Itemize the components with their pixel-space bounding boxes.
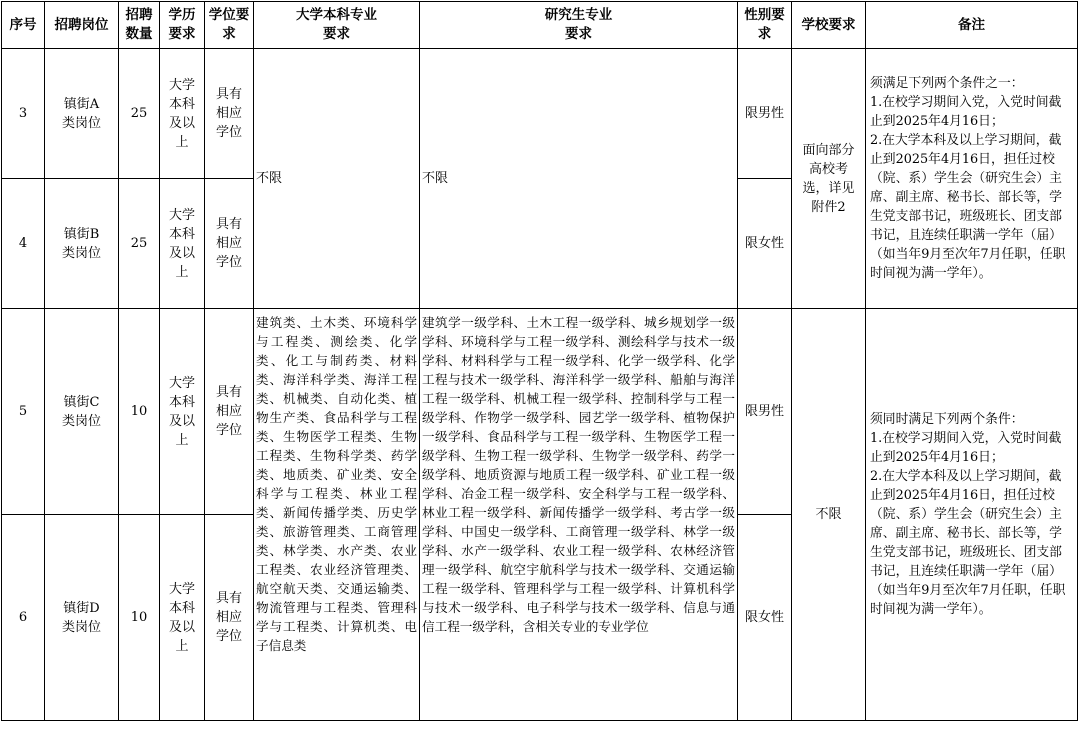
row-post: 镇街C类岗位 (45, 309, 119, 515)
row-edu: 大学本科及以上 (160, 309, 205, 515)
undergrad-any: 不限 (254, 49, 420, 309)
row-edu: 大学本科及以上 (160, 179, 205, 309)
row-count: 10 (119, 309, 160, 515)
row-no: 5 (2, 309, 45, 515)
school-requirement: 面向部分高校考选，详见附件2 (792, 49, 866, 309)
row-gender: 限男性 (738, 49, 792, 179)
row-degree: 具有相应学位 (205, 49, 254, 179)
school-requirement: 不限 (792, 309, 866, 721)
row-count: 25 (119, 49, 160, 179)
row-count: 10 (119, 515, 160, 721)
table-row (2, 49, 1078, 179)
table-row (2, 309, 1078, 515)
grad-majors: 建筑学一级学科、土木工程一级学科、城乡规划学一级学科、环境科学与工程一级学科、测绘科学与技术一级学科、材料科学与工程一级学科、化学一级学科、化学工程与技术一级学科、海洋科学一级学科、船舶与海洋工程一级学科、机械工程一级学科、控制科学与工程一级学科、作物学一级学科、园艺学一级学科、植物保护一级学科、食品科学与工程一级学科、生物医学工程一级学科、生物工程一级学科、生物学一级学科、药学一级学科、地质资源与地质工程一级学科、矿业工程一级学科、冶金工程一级学科、安全科学与工程一级学科、林业工程一级学科、新闻传播学一级学科、考古学一级学科、中国史一级学科、工商管理一级学科、林学一级学科、水产一级学科、农业工程一级学科、农林经济管理一级学科、航空宇航科学与技术一级学科、交通运输工程一级学科、管理科学与工程一级学科、计算机科学与技术一级学科、电子科学与技术一级学科、信息与通信工程一级学科，含相关专业的专业学位 (420, 309, 738, 721)
header-grad: 研究生专业要求 (420, 2, 738, 49)
row-degree: 具有相应学位 (205, 179, 254, 309)
header-row (2, 2, 1078, 49)
header-post: 招聘岗位 (45, 2, 119, 49)
row-edu: 大学本科及以上 (160, 515, 205, 721)
row-no: 6 (2, 515, 45, 721)
row-count: 25 (119, 179, 160, 309)
header-undergrad: 大学本科专业要求 (254, 2, 420, 49)
header-gender: 性别要求 (738, 2, 792, 49)
row-gender: 限女性 (738, 515, 792, 721)
row-gender: 限男性 (738, 309, 792, 515)
undergrad-majors: 建筑类、土木类、环境科学与工程类、测绘类、化学类、化工与制药类、材料类、海洋科学类、海洋工程类、机械类、自动化类、植物生产类、食品科学与工程类、生物医学工程类、生物工程类、生物科学类、药学类、地质类、矿业类、安全科学与工程类、林业工程类、新闻传播学类、历史学类、旅游管理类、工商管理类、林学类、水产类、农业工程类、农业经济管理类、航空航天类、交通运输类、物流管理与工程类、管理科学与工程类、计算机类、电子信息类 (254, 309, 420, 721)
remark-line: 1.在校学习期间入党，入党时间截止到2025年4月16日； (870, 95, 1062, 129)
header-count: 招聘数量 (119, 2, 160, 49)
header-degree: 学位要求 (205, 2, 254, 49)
recruitment-table (1, 1, 1078, 721)
row-gender: 限女性 (738, 179, 792, 309)
row-no: 4 (2, 179, 45, 309)
remark-line: 须满足下列两个条件之一： (870, 76, 1024, 91)
remark-line: 2.在大学本科及以上学习期间，截止到2025年4月16日，担任过校（院、系）学生会（研究生会）主席、副主席、秘书长、部长等，学生党支部书记，班级班长、团支部书记，且连续任职满一学年（届）（如当年9月至次年7月任职，任职时间视为满一学年）。 (870, 469, 1066, 617)
row-degree: 具有相应学位 (205, 309, 254, 515)
row-edu: 大学本科及以上 (160, 49, 205, 179)
remark-cd (866, 309, 1078, 721)
row-no: 3 (2, 49, 45, 179)
header-no: 序号 (2, 2, 45, 49)
remark-line: 须同时满足下列两个条件： (870, 412, 1024, 427)
header-remark: 备注 (866, 2, 1078, 49)
row-post: 镇街D类岗位 (45, 515, 119, 721)
row-post: 镇街A类岗位 (45, 49, 119, 179)
header-edu: 学历要求 (160, 2, 205, 49)
grad-any: 不限 (420, 49, 738, 309)
remark-line: 1.在校学习期间入党，入党时间截止到2025年4月16日； (870, 431, 1062, 465)
remark-ab (866, 49, 1078, 309)
row-degree: 具有相应学位 (205, 515, 254, 721)
header-school: 学校要求 (792, 2, 866, 49)
remark-line: 2.在大学本科及以上学习期间，截止到2025年4月16日，担任过校（院、系）学生会（研究生会）主席、副主席、秘书长、部长等，学生党支部书记，班级班长、团支部书记，且连续任职满一学年（届）（如当年9月至次年7月任职，任职时间视为满一学年）。 (870, 133, 1066, 281)
row-post: 镇街B类岗位 (45, 179, 119, 309)
